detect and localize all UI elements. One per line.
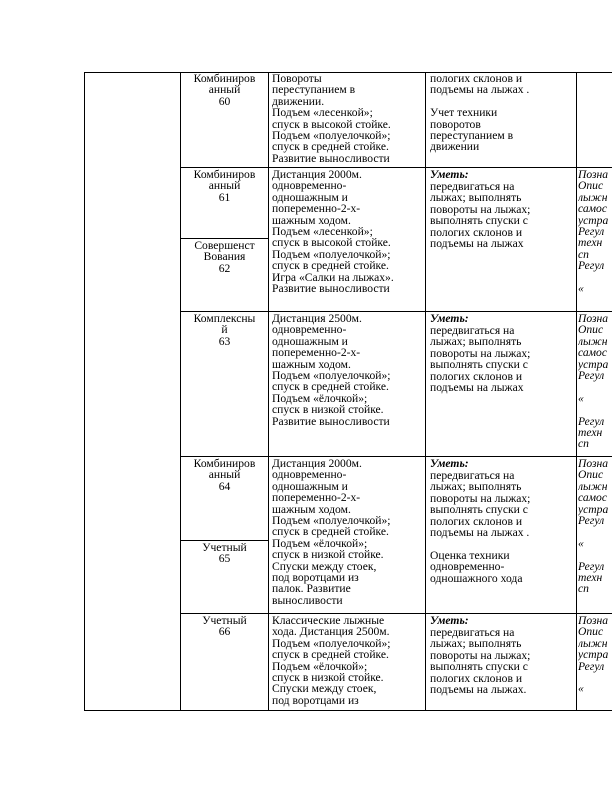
lesson-content-64: Дистанция 2000м. одновременно- одношажным и попеременно-2-х- шажным ходом. Подъем «полуелочкой»; спуск в средней стойке. Подъем «ёлочкой»; спуск в низкой стойке. Спуски между стоек, под воротцами из палок. Развитие выносливости bbox=[272, 458, 391, 607]
uud-63: Позна Опис лыжн самос устра Регул « Регул техн сп bbox=[578, 313, 609, 451]
row-separator-60-61 bbox=[180, 167, 612, 168]
lesson-type-62: Совершенст Вования 62 bbox=[194, 240, 255, 275]
lesson-skills-66: передвигаться на лыжах; выполнять повороты на лыжах; выполнять спуски с пологих склонов и подъемы на лыжах. bbox=[430, 627, 531, 697]
uud-61: Позна Опис лыжн самос устра Регул техн сп Регул « bbox=[578, 169, 609, 296]
lesson-type-61: Комбиниров анный 61 bbox=[193, 169, 256, 204]
row-separator-63-64 bbox=[180, 456, 612, 457]
row-separator-61-62 bbox=[180, 238, 268, 239]
skills-heading-61: Уметь: bbox=[430, 169, 469, 181]
lesson-type-66: Учетный 66 bbox=[202, 615, 247, 639]
lesson-content-63: Дистанция 2500м. одновременно- одношажным и попеременно-2-х- шажным ходом. Подъем «полуелочкой»; спуск в средней стойке. Подъем «ёлочкой»; спуск в низкой стойке. Развитие выносливости bbox=[272, 313, 391, 428]
lesson-skills-60: пологих склонов и подъемы на лыжах . Учет техники поворотов переступанием в движении bbox=[430, 73, 530, 154]
lesson-content-66: Классические лыжные хода. Дистанция 2500м. Подъем «полуелочкой»; спуск в средней стойке. Подъем «ёлочкой»; спуск в низкой стойке. Спуски между стоек, под воротцами из bbox=[272, 615, 391, 707]
skills-heading-63: Уметь: bbox=[430, 313, 469, 325]
lesson-content-61: Дистанция 2000м. одновременно- одношажным и попеременно-2-х- шажным ходом. Подъем «лесенкой»; спуск в высокой стойке. Подъем «полуелочкой»; спуск в средней стойке. Игра «Салки на лыжах». Развитие выносливости bbox=[272, 169, 394, 296]
lesson-content-60: Повороты переступанием в движении. Подъем «лесенкой»; спуск в высокой стойке. Подъем «полуелочкой»; спуск в средней стойке. Развитие выносливости bbox=[272, 73, 391, 165]
lesson-type-63: Комплексны й 63 bbox=[193, 313, 256, 348]
lesson-skills-61: передвигаться на лыжах; выполнять повороты на лыжах; выполнять спуски с пологих склонов и подъемы на лыжах bbox=[430, 181, 531, 251]
uud-64: Позна Опис лыжн самос устра Регул « Регул техн сп bbox=[578, 458, 609, 596]
lesson-type-65: Учетный 65 bbox=[202, 542, 247, 566]
table-bottom-border bbox=[84, 710, 612, 711]
table-left-border bbox=[84, 72, 85, 711]
lesson-type-64: Комбиниров анный 64 bbox=[193, 458, 256, 493]
row-separator-64-65 bbox=[180, 540, 268, 541]
skills-heading-64: Уметь: bbox=[430, 458, 469, 470]
row-separator-65-66 bbox=[180, 613, 612, 614]
lesson-type-60: Комбиниров анный 60 bbox=[193, 73, 256, 108]
uud-66: Позна Опис лыжн устра Регул « bbox=[578, 615, 609, 696]
lesson-skills-64: передвигаться на лыжах; выполнять повороты на лыжах; выполнять спуски с пологих склонов и подъемы на лыжах . Оценка техники одновременно- одношажного хода bbox=[430, 470, 531, 585]
lesson-skills-63: передвигаться на лыжах; выполнять повороты на лыжах; выполнять спуски с пологих склонов и подъемы на лыжах bbox=[430, 325, 531, 395]
row-separator-62-63 bbox=[180, 311, 612, 312]
skills-heading-66: Уметь: bbox=[430, 615, 469, 627]
